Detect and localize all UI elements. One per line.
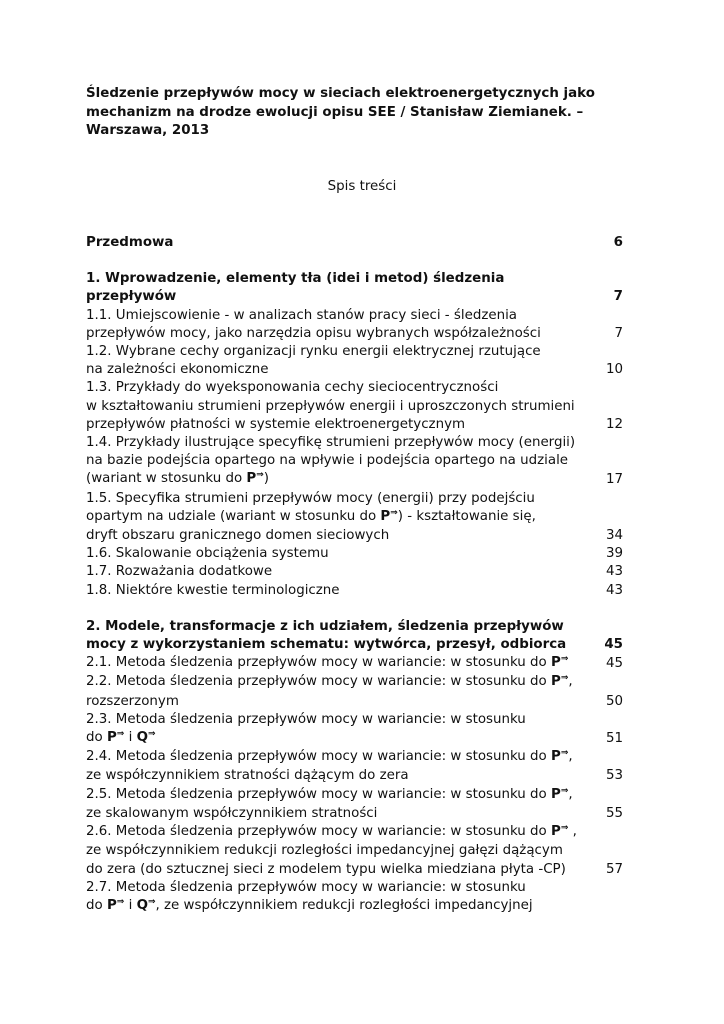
page-number: 45 [605, 656, 623, 672]
toc-entry-1-2[interactable] [86, 343, 621, 379]
entry-label: (wariant w stosunku do [86, 471, 247, 487]
arrow-superscript: ⇒ [390, 507, 398, 518]
arrow-superscript: ⇒ [147, 896, 156, 907]
toc-entry-2-4[interactable] [86, 748, 621, 785]
entry-label: 1.2. Wybrane cechy organizacji rynku energii elektrycznej rzutujące [86, 344, 541, 360]
entry-label: mocy z wykorzystaniem schematu: wytwórca, przesył, odbiorca [86, 637, 567, 653]
entry-label: ze współczynnikiem redukcji rozległości impedancyjnej gałęzi dążącym [86, 843, 563, 859]
toc-entry-2-5[interactable] [86, 786, 621, 823]
entry-label: i [124, 730, 137, 746]
toc-entry-1-8[interactable] [86, 582, 621, 600]
entry-label: 1.4. Przykłady ilustrujące specyfikę strumieni przepływów mocy (energii) [86, 435, 576, 451]
arrow-superscript: ⇒ [560, 748, 569, 759]
entry-label: 2.3. Metoda śledzenia przepływów mocy w wariancie: w stosunku [86, 711, 526, 727]
entry-label: przepływów mocy, jako narzędzia opisu wybranych współzależności [86, 325, 541, 341]
page-number: 17 [605, 472, 623, 488]
page-number: 51 [605, 731, 623, 747]
toc-entry-2-2[interactable] [86, 673, 621, 710]
arrow-superscript: ⇒ [560, 654, 569, 665]
entry-label: w kształtowaniu strumieni przepływów energii i uproszczonych strumieni [86, 398, 575, 414]
entry-label: ) - kształtowanie się, [397, 508, 536, 524]
page-number: 6 [613, 235, 623, 250]
entry-label: 1.5. Specyfika strumieni przepływów mocy (energii) przy podejściu [86, 490, 535, 506]
arrow-superscript: ⇒ [560, 823, 569, 834]
symbol-p: P [106, 730, 117, 746]
page-number: 55 [605, 805, 623, 821]
page-number: 39 [605, 546, 623, 562]
title-line: mechanizm na drodze ewolucji opisu SEE / Stanisław Ziemianek. – [86, 104, 584, 120]
symbol-p: P [106, 897, 117, 913]
entry-label: do zera (do sztucznej sieci z modelem typu wielka miedziana płyta -CP) [86, 861, 566, 877]
toc-heading: Spis treści [327, 179, 397, 194]
entry-label: 2.1. Metoda śledzenia przepływów mocy w wariancie: w stosunku do [86, 655, 551, 671]
entry-label: 1.8. Niektóre kwestie terminologiczne [86, 582, 340, 598]
symbol-p: P [551, 786, 561, 802]
toc-entry-1-5[interactable] [86, 490, 621, 546]
page-number: 12 [605, 416, 623, 432]
entry-label: , ze współczynnikiem redukcji rozległości impedancyjnej [155, 897, 533, 913]
symbol-p: P [380, 508, 391, 524]
entry-label: 2.2. Metoda śledzenia przepływów mocy w wariancie: w stosunku do [86, 674, 551, 690]
entry-label: i [124, 897, 137, 913]
toc-entry-2-1[interactable] [86, 654, 621, 673]
symbol-q: Q [136, 897, 148, 913]
entry-label: 1.6. Skalowanie obciążenia systemu [86, 546, 329, 562]
arrow-superscript: ⇒ [116, 729, 125, 740]
entry-label: 1. Wprowadzenie, elementy tła (idei i metod) śledzenia [86, 271, 505, 287]
entry-label: na zależności ekonomiczne [86, 362, 269, 378]
arrow-superscript: ⇒ [147, 729, 156, 740]
symbol-p: P [551, 749, 561, 765]
arrow-superscript: ⇒ [116, 896, 125, 907]
entry-label: ) [263, 471, 270, 487]
title-line: Warszawa, 2013 [86, 123, 210, 138]
symbol-p: P [551, 655, 561, 671]
page-number: 43 [605, 564, 623, 580]
entry-label: 1.7. Rozważania dodatkowe [86, 564, 273, 580]
symbol-p: P [551, 674, 561, 690]
entry-label: do [86, 897, 107, 913]
title-line: Śledzenie przepływów mocy w sieciach elektroenergetycznych jako [86, 86, 595, 101]
toc-chapter-1[interactable] [86, 270, 621, 306]
entry-label: ze współczynnikiem stratności dążącym do zera [86, 768, 409, 784]
arrow-superscript: ⇒ [560, 673, 569, 684]
arrow-superscript: ⇒ [256, 470, 264, 481]
entry-label: rozszerzonym [86, 693, 179, 709]
symbol-p: P [551, 824, 561, 840]
page-number: 45 [604, 637, 623, 653]
page-number: 7 [614, 325, 623, 341]
toc-chapter-2[interactable] [86, 618, 621, 654]
page-number: 43 [605, 582, 623, 598]
entry-label: 2. Modele, transformacje z ich udziałem, śledzenia przepływów [86, 618, 564, 634]
entry-label: , [568, 674, 573, 690]
entry-label: Przedmowa [86, 235, 174, 250]
entry-label: 1.3. Przykłady do wyeksponowania cechy sieciocentryczności [86, 380, 499, 396]
entry-label: opartym na udziale (wariant w stosunku do [86, 508, 381, 524]
page-number: 53 [605, 768, 623, 784]
symbol-q: Q [136, 730, 148, 746]
entry-label: 2.7. Metoda śledzenia przepływów mocy w wariancie: w stosunku [86, 879, 526, 895]
entry-label: przepływów [86, 289, 177, 305]
entry-label: 2.4. Metoda śledzenia przepływów mocy w wariancie: w stosunku do [86, 749, 551, 765]
entry-label: 1.1. Umiejscowienie - w analizach stanów pracy sieci - śledzenia [86, 307, 518, 323]
toc-entry-2-6[interactable] [86, 823, 621, 879]
page-number: 7 [613, 289, 623, 305]
entry-label: , [568, 824, 577, 840]
entry-label: , [568, 786, 573, 802]
entry-label: 2.6. Metoda śledzenia przepływów mocy w wariancie: w stosunku do [86, 824, 551, 840]
page-number: 57 [605, 861, 623, 877]
toc-entry-1-1[interactable] [86, 307, 621, 343]
toc-entry-1-7[interactable] [86, 563, 621, 581]
entry-label: 2.5. Metoda śledzenia przepływów mocy w wariancie: w stosunku do [86, 786, 551, 802]
document-title [86, 85, 626, 141]
entry-label: , [568, 749, 573, 765]
symbol-p: P [246, 471, 257, 487]
arrow-superscript: ⇒ [560, 785, 569, 796]
toc-entry-2-7[interactable] [86, 879, 621, 916]
entry-label: ze skalowanym współczynnikiem stratności [86, 805, 378, 821]
page-number: 50 [605, 693, 623, 709]
table-of-contents [86, 234, 621, 916]
entry-label: do [86, 730, 107, 746]
entry-label: dryft obszaru granicznego domen sieciowych [86, 528, 390, 544]
entry-label: na bazie podejścia opartego na wpływie i podejścia opartego na udziale [86, 453, 569, 469]
page-number: 10 [605, 362, 623, 378]
toc-entry-preface[interactable] [86, 234, 621, 252]
toc-entry-1-4[interactable] [86, 434, 621, 490]
toc-entry-2-3[interactable] [86, 711, 621, 748]
toc-entry-1-3[interactable] [86, 379, 621, 434]
page-number: 34 [605, 528, 623, 544]
toc-entry-1-6[interactable] [86, 545, 621, 563]
entry-label: przepływów płatności w systemie elektroenergetycznym [86, 416, 466, 432]
